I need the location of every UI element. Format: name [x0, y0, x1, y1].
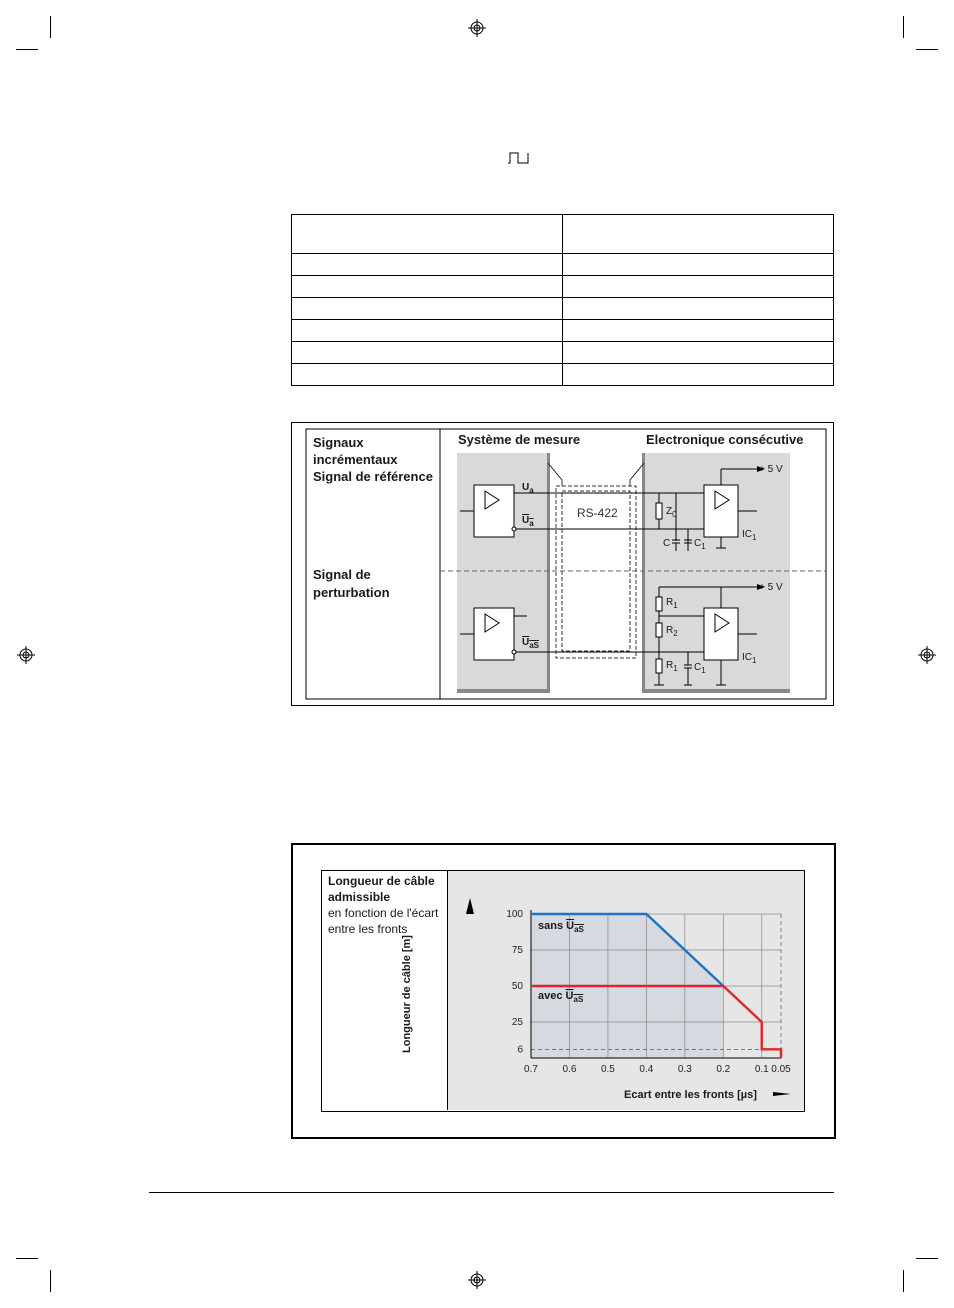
registration-mark-icon	[918, 646, 936, 664]
label-signaux: Signaux	[313, 435, 364, 450]
signal-uas-label: $U_{aS}$	[522, 637, 540, 650]
c1-bottom-label: $C_1$	[694, 662, 706, 675]
specification-table	[291, 214, 834, 386]
table-cell	[563, 215, 834, 254]
signal-ua-bar-label: $U_a$	[522, 515, 534, 528]
ic1-bottom-label: $IC_1$	[742, 652, 757, 665]
chart-subtitle-line2: entre les fronts	[328, 922, 408, 936]
ic1-top-label: $IC_1$	[742, 529, 757, 542]
chart-title-line2: admissible	[328, 890, 391, 904]
table-cell	[563, 254, 834, 276]
crop-mark	[16, 1258, 38, 1259]
table-cell	[292, 276, 563, 298]
label-signal-reference: Signal de référence	[313, 469, 433, 484]
chart-y-tick-label: 100	[506, 909, 523, 920]
pulse-signal-icon	[508, 152, 530, 164]
c1-label: $C_1$	[694, 538, 706, 551]
table-cell	[563, 342, 834, 364]
table-cell	[292, 215, 563, 254]
chart-title-line1: Longueur de câble	[328, 874, 435, 888]
registration-mark-icon	[468, 19, 486, 37]
chart-x-tick-label: 0.7	[524, 1064, 538, 1075]
header-electronique: Electronique consécutive	[646, 432, 804, 447]
chart-y-tick-label: 6	[517, 1044, 523, 1056]
registration-mark-icon	[468, 1271, 486, 1289]
chart-x-tick-label: 0.6	[562, 1064, 577, 1075]
chart-x-tick-label: 0.4	[639, 1064, 654, 1075]
table-cell	[292, 364, 563, 386]
crop-mark	[916, 49, 938, 50]
label-perturbation: perturbation	[313, 585, 390, 600]
plus5v-top-label: + 5 V	[759, 464, 783, 475]
chart-y-tick-label: 25	[511, 1017, 523, 1028]
table-cell	[292, 342, 563, 364]
x-axis-arrow-icon	[773, 1090, 791, 1098]
crop-mark	[916, 1258, 938, 1259]
chart-x-tick-label: 0.2	[716, 1064, 731, 1075]
chart-x-tick-label: 0.5	[600, 1064, 615, 1075]
z0-label: $Z_0$	[666, 506, 677, 519]
registration-mark-icon	[17, 646, 35, 664]
x-axis-label: Ecart entre les fronts [µs]	[624, 1089, 757, 1101]
footer-rule	[149, 1192, 834, 1193]
crop-mark	[16, 49, 38, 50]
plus5v-bottom-label: + 5 V	[759, 582, 783, 593]
crop-mark	[50, 16, 51, 38]
rs422-label: RS-422	[577, 506, 618, 520]
table-cell	[292, 320, 563, 342]
signal-ua-label: $U_a$	[522, 482, 534, 495]
r1-top-label: $R_1$	[666, 597, 678, 610]
chart-x-tick-label: 0.05	[771, 1064, 791, 1075]
y-axis-label: Longueur de câble [m]	[401, 935, 413, 1053]
table-cell	[292, 298, 563, 320]
cable-length-chart-figure	[291, 843, 836, 1139]
chart-x-tick-label: 0.1	[754, 1064, 769, 1075]
crop-mark	[903, 1270, 904, 1292]
r1-bottom-label: $R_1$	[666, 660, 678, 673]
table-cell	[563, 364, 834, 386]
chart-y-tick-label: 75	[511, 945, 523, 956]
y-axis-arrow-icon	[466, 898, 474, 914]
r2-label: $R_2$	[666, 625, 678, 638]
label-signal-de: Signal de	[313, 567, 371, 582]
label-incrementaux: incrémentaux	[313, 452, 398, 467]
table-cell	[292, 254, 563, 276]
chart-subtitle-line1: en fonction de l'écart	[328, 906, 439, 920]
legend-avec-uas: avec $\overline{U}_{\overline{aS}}$	[538, 990, 584, 1004]
c-label: C	[663, 538, 671, 549]
crop-mark	[903, 16, 904, 38]
chart-y-tick-label: 50	[511, 981, 523, 992]
table-cell	[563, 298, 834, 320]
table-cell	[563, 320, 834, 342]
circuit-diagram-figure	[291, 422, 834, 706]
crop-mark	[50, 1270, 51, 1292]
chart-x-tick-label: 0.3	[677, 1064, 692, 1075]
table-cell	[563, 276, 834, 298]
legend-sans-uas: sans $\overline{U}_{\overline{aS}}$	[538, 920, 584, 934]
header-systeme-mesure: Système de mesure	[458, 432, 581, 447]
